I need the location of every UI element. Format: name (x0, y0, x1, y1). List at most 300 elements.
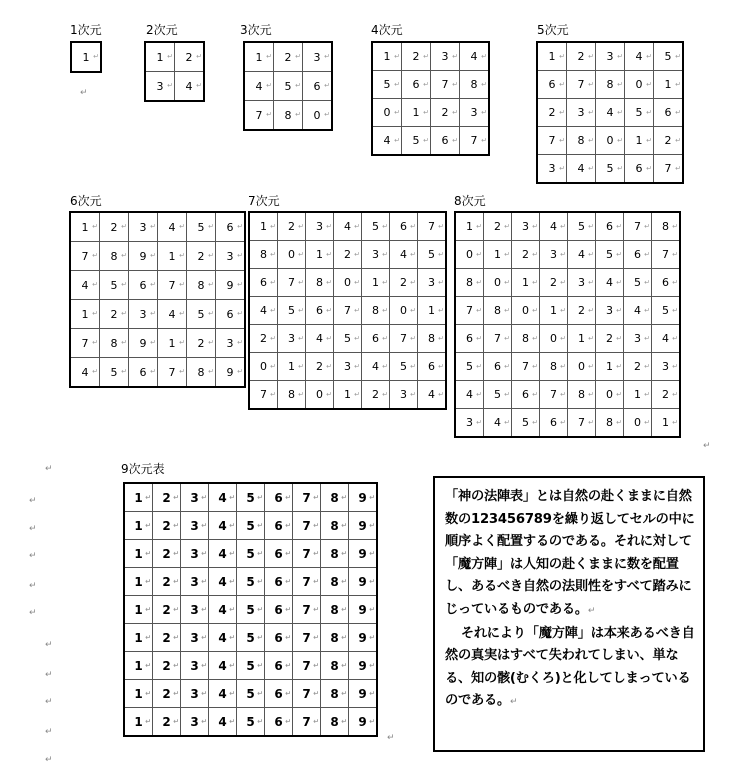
grid-row (537, 42, 683, 71)
grid-row (537, 155, 683, 184)
grid-cell: 3 ↵ (362, 241, 390, 269)
grid-cell: 9 ↵ (129, 242, 158, 271)
grid-cell: 3 ↵ (216, 329, 246, 358)
grid-cell: 7 ↵ (537, 127, 567, 155)
grid-cell: 1 ↵ (402, 99, 431, 127)
grid-row (455, 381, 680, 409)
return-mark: ↵ (29, 581, 37, 591)
grid-row (537, 99, 683, 127)
return-mark: ↵ (387, 733, 395, 743)
grid-title: 8次元 (454, 194, 486, 208)
grid-cell: 5 ↵ (402, 127, 431, 156)
grid-cell: 9 ↵ (349, 680, 378, 708)
grid-title: 6次元 (70, 194, 102, 208)
paragraph-text: それにより「魔方陣」は本来あるべき自然の真実はすべて失われてしまい、単なる、知の骸(むくろ)と化してしまっているのである。 (445, 625, 695, 709)
return-mark: ↵ (45, 464, 53, 474)
grid-cell: 7 ↵ (293, 652, 321, 680)
grid-cell: 5 ↵ (237, 680, 265, 708)
grid-cell: 3 ↵ (181, 624, 209, 652)
grid-cell: 1 ↵ (537, 42, 567, 71)
grid-cell: 7 ↵ (567, 71, 596, 99)
grid-cell: 2 ↵ (596, 325, 624, 353)
grid-cell: 2 ↵ (175, 42, 205, 72)
grid-cell: 3 ↵ (652, 353, 681, 381)
grid-cell: 1 ↵ (124, 596, 153, 624)
grid-cell: 8 ↵ (418, 325, 447, 353)
grid-cell: 7 ↵ (293, 483, 321, 512)
grid-cell: 2 ↵ (187, 329, 216, 358)
grid-cell: 2 ↵ (402, 42, 431, 71)
number-grid (536, 41, 684, 184)
grid-cell: 7 ↵ (568, 409, 596, 438)
grid-cell: 7 ↵ (244, 101, 274, 131)
grid-cell: 6 ↵ (540, 409, 568, 438)
grid-cell: 8 ↵ (321, 680, 349, 708)
grid-cell: 1 ↵ (568, 325, 596, 353)
grid-cell: 7 ↵ (293, 512, 321, 540)
grid-cell: 7 ↵ (455, 297, 484, 325)
grid-cell: 2 ↵ (306, 353, 334, 381)
grid-cell: 2 ↵ (390, 269, 418, 297)
grid-cell: 7 ↵ (334, 297, 362, 325)
grid-cell: 3 ↵ (567, 99, 596, 127)
return-mark: ↵ (45, 727, 53, 737)
grid-row (455, 325, 680, 353)
grid-cell: 3 ↵ (181, 540, 209, 568)
grid-cell: 3 ↵ (596, 42, 625, 71)
grid-cell: 6 ↵ (265, 512, 293, 540)
grid-cell: 2 ↵ (274, 42, 303, 72)
grid-row (249, 297, 446, 325)
grid-cell: 6 ↵ (596, 212, 624, 241)
grid-cell: 9 ↵ (349, 483, 378, 512)
grid-cell: 2 ↵ (362, 381, 390, 410)
grid-cell: 9 ↵ (129, 329, 158, 358)
return-mark: ↵ (587, 605, 596, 616)
grid-cell: 0 ↵ (372, 99, 402, 127)
grid-title: 9次元表 (121, 462, 165, 476)
grid-cell: 4 ↵ (568, 241, 596, 269)
grid-cell: 2 ↵ (100, 212, 129, 242)
grid-cell: 5 ↵ (362, 212, 390, 241)
grid-cell: 2 ↵ (187, 242, 216, 271)
grid-cell: 5 ↵ (624, 269, 652, 297)
grid-cell: 1 ↵ (334, 381, 362, 410)
grid-cell: 2 ↵ (153, 708, 181, 737)
grid-cell: 5 ↵ (237, 483, 265, 512)
grid-cell: 7 ↵ (484, 325, 512, 353)
grid-row (537, 127, 683, 155)
return-mark: ↵ (45, 670, 53, 680)
explanation-paragraph-1 (445, 486, 695, 623)
grid-cell: 3 ↵ (145, 72, 175, 102)
grid-row (372, 71, 489, 99)
grid-cell: 2 ↵ (431, 99, 460, 127)
grid-cell: 5 ↵ (237, 596, 265, 624)
grid-cell: 8 ↵ (362, 297, 390, 325)
grid-row (124, 680, 377, 708)
grid-cell: 5 ↵ (237, 512, 265, 540)
grid-cell: 0 ↵ (596, 127, 625, 155)
grid-cell: 9 ↵ (349, 708, 378, 737)
grid-cell: 7 ↵ (293, 568, 321, 596)
grid-cell: 4 ↵ (372, 127, 402, 156)
grid-cell: 1 ↵ (372, 42, 402, 71)
grid-cell: 9 ↵ (216, 271, 246, 300)
grid-cell: 8 ↵ (278, 381, 306, 410)
grid-cell: 5 ↵ (596, 241, 624, 269)
grid-row (70, 271, 245, 300)
grid-cell: 4 ↵ (158, 300, 187, 329)
grid-cell: 0 ↵ (512, 297, 540, 325)
grid-cell: 4 ↵ (209, 652, 237, 680)
grid-cell: 4 ↵ (334, 212, 362, 241)
grid-cell: 9 ↵ (349, 568, 378, 596)
grid-cell: 6 ↵ (265, 568, 293, 596)
grid-cell: 6 ↵ (306, 297, 334, 325)
grid-cell: 1 ↵ (306, 241, 334, 269)
number-grid (454, 211, 681, 438)
grid-cell: 0 ↵ (624, 409, 652, 438)
number-grid (243, 41, 333, 131)
grid-row (124, 540, 377, 568)
grid-cell: 7 ↵ (293, 680, 321, 708)
grid-cell: 0 ↵ (625, 71, 654, 99)
grid-row (124, 596, 377, 624)
grid-cell: 6 ↵ (652, 269, 681, 297)
grid-cell: 4 ↵ (455, 381, 484, 409)
grid-cell: 2 ↵ (153, 596, 181, 624)
grid-cell: 8 ↵ (321, 624, 349, 652)
grid-cell: 3 ↵ (568, 269, 596, 297)
return-mark: ↵ (45, 697, 53, 707)
grid-cell: 3 ↵ (303, 42, 333, 72)
grid-row (124, 483, 377, 512)
grid-cell: 4 ↵ (209, 568, 237, 596)
grid-cell: 1 ↵ (158, 242, 187, 271)
grid-cell: 7 ↵ (652, 241, 681, 269)
grid-cell: 7 ↵ (293, 596, 321, 624)
grid-cell: 8 ↵ (321, 568, 349, 596)
grid-cell: 5 ↵ (455, 353, 484, 381)
grid-cell: 2 ↵ (249, 325, 278, 353)
grid-cell: 4 ↵ (625, 42, 654, 71)
grid-cell: 7 ↵ (70, 329, 100, 358)
grid-cell: 6 ↵ (537, 71, 567, 99)
grid-cell: 2 ↵ (568, 297, 596, 325)
grid-cell: 4 ↵ (209, 596, 237, 624)
grid-cell: 1 ↵ (71, 42, 101, 72)
grid-cell: 7 ↵ (249, 381, 278, 410)
grid-cell: 8 ↵ (596, 71, 625, 99)
grid-cell: 3 ↵ (306, 212, 334, 241)
grid-cell: 6 ↵ (390, 212, 418, 241)
grid-cell: 6 ↵ (455, 325, 484, 353)
grid-cell: 1 ↵ (124, 483, 153, 512)
grid-cell: 2 ↵ (153, 624, 181, 652)
number-grid (248, 211, 447, 410)
grid-cell: 7 ↵ (158, 358, 187, 388)
grid-cell: 6 ↵ (265, 540, 293, 568)
grid-cell: 1 ↵ (484, 241, 512, 269)
grid-cell: 1 ↵ (362, 269, 390, 297)
grid-cell: 7 ↵ (540, 381, 568, 409)
grid-cell: 2 ↵ (652, 381, 681, 409)
grid-cell: 4 ↵ (540, 212, 568, 241)
grid-cell: 3 ↵ (512, 212, 540, 241)
grid-cell: 8 ↵ (455, 269, 484, 297)
grid-cell: 8 ↵ (321, 652, 349, 680)
grid-cell: 2 ↵ (153, 680, 181, 708)
grid-cell: 3 ↵ (181, 512, 209, 540)
grid-row (145, 72, 204, 102)
grid-cell: 8 ↵ (460, 71, 490, 99)
grid-cell: 4 ↵ (209, 512, 237, 540)
grid-cell: 4 ↵ (596, 269, 624, 297)
grid-cell: 4 ↵ (567, 155, 596, 184)
grid-cell: 1 ↵ (596, 353, 624, 381)
grid-cell: 6 ↵ (265, 708, 293, 737)
grid-cell: 3 ↵ (278, 325, 306, 353)
grid-cell: 2 ↵ (567, 42, 596, 71)
grid-cell: 3 ↵ (624, 325, 652, 353)
grid-cell: 8 ↵ (540, 353, 568, 381)
grid-cell: 1 ↵ (70, 212, 100, 242)
grid-cell: 5 ↵ (187, 212, 216, 242)
grid-row (70, 329, 245, 358)
grid-cell: 4 ↵ (596, 99, 625, 127)
grid-row (249, 353, 446, 381)
grid-row (124, 568, 377, 596)
grid-row (372, 99, 489, 127)
grid-cell: 8 ↵ (249, 241, 278, 269)
grid-cell: 5 ↵ (237, 568, 265, 596)
grid-row (124, 652, 377, 680)
grid-cell: 2 ↵ (540, 269, 568, 297)
grid-cell: 3 ↵ (129, 212, 158, 242)
grid-cell: 1 ↵ (455, 212, 484, 241)
grid-cell: 2 ↵ (153, 483, 181, 512)
grid-cell: 5 ↵ (278, 297, 306, 325)
grid-cell: 3 ↵ (181, 708, 209, 737)
grid-cell: 4 ↵ (244, 72, 274, 101)
grid-cell: 4 ↵ (249, 297, 278, 325)
grid-row (244, 72, 332, 101)
grid-cell: 7 ↵ (460, 127, 490, 156)
grid-cell: 5 ↵ (512, 409, 540, 438)
grid-cell: 4 ↵ (362, 353, 390, 381)
grid-cell: 4 ↵ (209, 540, 237, 568)
grid-cell: 0 ↵ (484, 269, 512, 297)
grid-cell: 5 ↵ (237, 540, 265, 568)
grid-cell: 8 ↵ (100, 242, 129, 271)
grid-cell: 5 ↵ (274, 72, 303, 101)
grid-cell: 3 ↵ (431, 42, 460, 71)
grid-row (244, 42, 332, 72)
grid-row (455, 212, 680, 241)
grid-row (249, 325, 446, 353)
grid-cell: 3 ↵ (181, 652, 209, 680)
grid-cell: 5 ↵ (100, 271, 129, 300)
grid-cell: 6 ↵ (624, 241, 652, 269)
grid-cell: 5 ↵ (237, 652, 265, 680)
grid-title: 1次元 (70, 23, 102, 37)
grid-cell: 1 ↵ (124, 512, 153, 540)
grid-cell: 4 ↵ (70, 271, 100, 300)
grid-cell: 2 ↵ (624, 353, 652, 381)
grid-cell: 1 ↵ (625, 127, 654, 155)
grid-cell: 3 ↵ (390, 381, 418, 410)
grid-cell: 0 ↵ (568, 353, 596, 381)
grid-cell: 4 ↵ (209, 708, 237, 737)
grid-cell: 6 ↵ (654, 99, 684, 127)
grid-cell: 2 ↵ (334, 241, 362, 269)
grid-cell: 8 ↵ (274, 101, 303, 131)
grid-cell: 6 ↵ (402, 71, 431, 99)
grid-cell: 6 ↵ (265, 624, 293, 652)
grid-cell: 5 ↵ (100, 358, 129, 388)
grid-row (71, 42, 101, 72)
grid-cell: 3 ↵ (181, 680, 209, 708)
grid-row (372, 42, 489, 71)
grid-cell: 8 ↵ (100, 329, 129, 358)
grid-cell: 2 ↵ (278, 212, 306, 241)
grid-cell: 8 ↵ (187, 358, 216, 388)
grid-cell: 7 ↵ (70, 242, 100, 271)
grid-cell: 5 ↵ (484, 381, 512, 409)
grid-cell: 2 ↵ (654, 127, 684, 155)
grid-cell: 2 ↵ (153, 540, 181, 568)
grid-cell: 8 ↵ (321, 540, 349, 568)
grid-cell: 1 ↵ (654, 71, 684, 99)
grid-cell: 6 ↵ (362, 325, 390, 353)
grid-row (124, 708, 377, 737)
grid-cell: 3 ↵ (418, 269, 447, 297)
grid-row (249, 381, 446, 410)
grid-cell: 4 ↵ (70, 358, 100, 388)
explanation-textbox (433, 476, 705, 752)
grid-cell: 4 ↵ (390, 241, 418, 269)
grid-cell: 9 ↵ (349, 624, 378, 652)
grid-cell: 1 ↵ (624, 381, 652, 409)
grid-cell: 3 ↵ (540, 241, 568, 269)
grid-cell: 4 ↵ (460, 42, 490, 71)
grid-title: 5次元 (537, 23, 569, 37)
grid-cell: 4 ↵ (209, 624, 237, 652)
grid-cell: 8 ↵ (306, 269, 334, 297)
grid-cell: 4 ↵ (484, 409, 512, 438)
grid-cell: 5 ↵ (596, 155, 625, 184)
grid-cell: 2 ↵ (153, 512, 181, 540)
grid-cell: 0 ↵ (596, 381, 624, 409)
paragraph-text: 「神の法陣表」とは自然の赴くままに自然数の123456789を繰り返してセルの中に順序よく配置するのである。それに対して「魔方陣」は人知の赴くままに数を配置し、あるべき自然の法則性をすべて踏みにじっているものである。 (445, 489, 695, 617)
return-mark: ↵ (45, 755, 53, 765)
grid-row (244, 101, 332, 131)
return-mark: ↵ (80, 88, 88, 98)
return-mark: ↵ (509, 697, 518, 708)
grid-cell: 8 ↵ (321, 708, 349, 737)
grid-cell: 4 ↵ (209, 680, 237, 708)
grid-cell: 0 ↵ (306, 381, 334, 410)
grid-title: 4次元 (371, 23, 403, 37)
grid-cell: 3 ↵ (181, 568, 209, 596)
grid-cell: 8 ↵ (187, 271, 216, 300)
grid-row (455, 241, 680, 269)
grid-cell: 1 ↵ (418, 297, 447, 325)
grid-cell: 1 ↵ (70, 300, 100, 329)
grid-cell: 1 ↵ (124, 680, 153, 708)
grid-cell: 1 ↵ (540, 297, 568, 325)
grid-cell: 1 ↵ (124, 540, 153, 568)
grid-title: 7次元 (248, 194, 280, 208)
return-mark: ↵ (703, 441, 711, 451)
number-grid (371, 41, 490, 156)
grid-row (372, 127, 489, 156)
grid-cell: 0 ↵ (278, 241, 306, 269)
grid-row (70, 242, 245, 271)
grid-cell: 6 ↵ (512, 381, 540, 409)
grid-cell: 0 ↵ (455, 241, 484, 269)
grid-cell: 7 ↵ (158, 271, 187, 300)
grid-cell: 8 ↵ (568, 381, 596, 409)
grid-title: 2次元 (146, 23, 178, 37)
grid-row (70, 300, 245, 329)
return-mark: ↵ (29, 608, 37, 618)
number-grid (69, 211, 246, 388)
grid-row (70, 358, 245, 388)
grid-cell: 7 ↵ (418, 212, 447, 241)
grid-cell: 6 ↵ (418, 353, 447, 381)
grid-cell: 9 ↵ (349, 540, 378, 568)
number-grid (70, 41, 102, 73)
grid-cell: 5 ↵ (625, 99, 654, 127)
grid-cell: 1 ↵ (244, 42, 274, 72)
grid-cell: 1 ↵ (124, 708, 153, 737)
grid-cell: 6 ↵ (129, 271, 158, 300)
grid-cell: 9 ↵ (349, 596, 378, 624)
grid-row (537, 71, 683, 99)
grid-row (249, 241, 446, 269)
grid-cell: 3 ↵ (460, 99, 490, 127)
grid-cell: 3 ↵ (455, 409, 484, 438)
grid-cell: 6 ↵ (484, 353, 512, 381)
grid-cell: 6 ↵ (431, 127, 460, 156)
grid-cell: 5 ↵ (568, 212, 596, 241)
grid-cell: 8 ↵ (567, 127, 596, 155)
grid-cell: 6 ↵ (265, 483, 293, 512)
grid-cell: 2 ↵ (153, 568, 181, 596)
grid-cell: 3 ↵ (181, 596, 209, 624)
grid-cell: 4 ↵ (652, 325, 681, 353)
grid-cell: 4 ↵ (418, 381, 447, 410)
grid-cell: 5 ↵ (372, 71, 402, 99)
grid-cell: 6 ↵ (625, 155, 654, 184)
grid-cell: 1 ↵ (158, 329, 187, 358)
grid-cell: 6 ↵ (216, 300, 246, 329)
grid-cell: 7 ↵ (293, 708, 321, 737)
grid-cell: 4 ↵ (306, 325, 334, 353)
number-grid (144, 41, 205, 102)
grid-row (455, 409, 680, 438)
grid-cell: 6 ↵ (265, 596, 293, 624)
grid-cell: 7 ↵ (278, 269, 306, 297)
grid-cell: 8 ↵ (596, 409, 624, 438)
number-grid (123, 482, 378, 737)
grid-cell: 7 ↵ (293, 540, 321, 568)
grid-row (124, 512, 377, 540)
grid-cell: 3 ↵ (216, 242, 246, 271)
grid-cell: 7 ↵ (654, 155, 684, 184)
